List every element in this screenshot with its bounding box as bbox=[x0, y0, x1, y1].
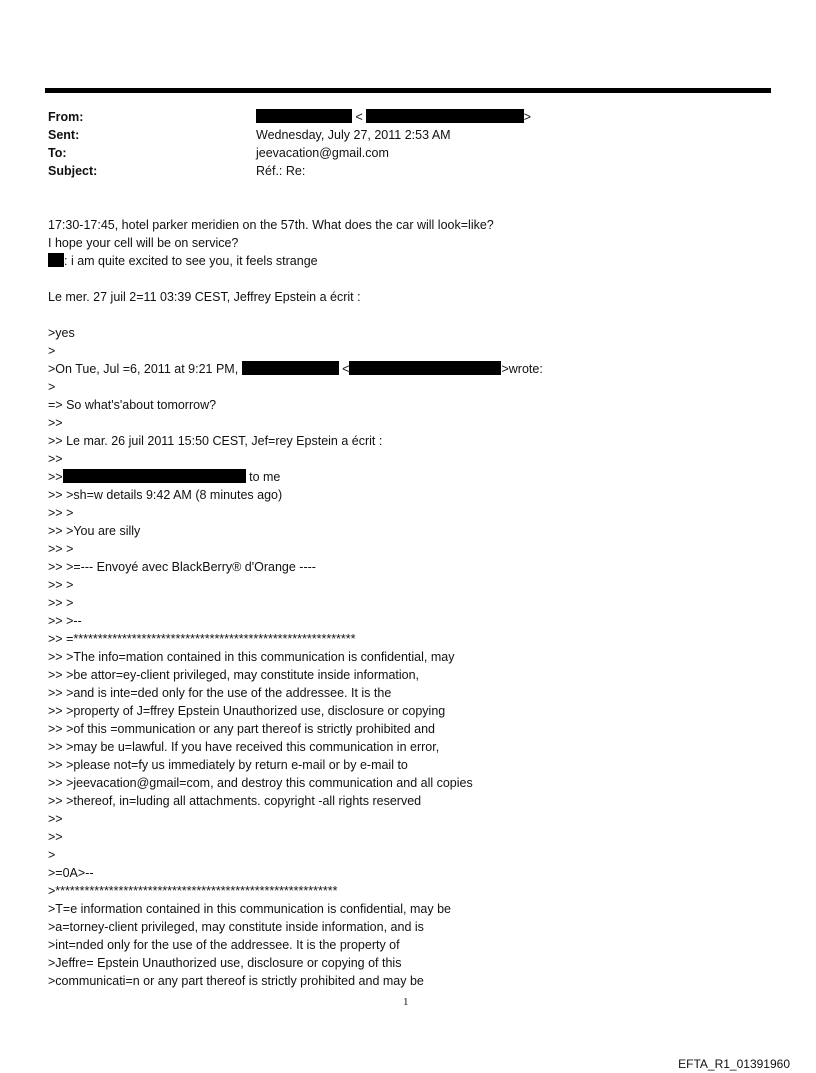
redaction-block bbox=[349, 361, 501, 375]
body-line: >> >You are silly bbox=[48, 524, 141, 538]
body-line: >> >may be u=lawful. If you have received this communication in error, bbox=[48, 740, 440, 754]
body-line: >> =********************************************************** bbox=[48, 632, 356, 646]
subject-label: Subject: bbox=[48, 164, 98, 178]
body-line: >On Tue, Jul =6, 2011 at 9:21 PM, < >wrote: bbox=[48, 362, 543, 376]
redaction-block bbox=[366, 109, 524, 123]
redaction-block bbox=[63, 469, 246, 483]
redaction-block bbox=[256, 109, 352, 123]
body-line: >> >-- bbox=[48, 614, 82, 628]
page-number: 1 bbox=[403, 996, 409, 1008]
body-line: => So what's'about tomorrow? bbox=[48, 398, 217, 412]
body-line: >> >be attor=ey-client privileged, may constitute inside information, bbox=[48, 668, 420, 682]
to-label: To: bbox=[48, 146, 67, 160]
body-line: Le mer. 27 juil 2=11 03:39 CEST, Jeffrey Epstein a écrit : bbox=[48, 290, 361, 304]
body-line: >> bbox=[48, 812, 63, 826]
body-line: >> >=--- Envoyé avec BlackBerry® d'Orange ---- bbox=[48, 560, 316, 574]
body-line: I hope your cell will be on service? bbox=[48, 236, 239, 250]
body-line: >> >and is inte=ded only for the use of the addressee. It is the bbox=[48, 686, 392, 700]
sent-value: Wednesday, July 27, 2011 2:53 AM bbox=[256, 128, 451, 142]
body-line: >> > bbox=[48, 596, 74, 610]
body-line: >> >please not=fy us immediately by return e-mail or by e-mail to bbox=[48, 758, 408, 772]
redaction-block bbox=[48, 253, 64, 267]
body-line: >> > bbox=[48, 506, 74, 520]
body-line: >> bbox=[48, 830, 63, 844]
sent-label: Sent: bbox=[48, 128, 80, 142]
body-line: >> Le mar. 26 juil 2011 15:50 CEST, Jef=rey Epstein a écrit : bbox=[48, 434, 383, 448]
body-line: >> >thereof, in=luding all attachments. copyright -all rights reserved bbox=[48, 794, 422, 808]
body-line: >> >of this =ommunication or any part thereof is strictly prohibited and bbox=[48, 722, 436, 736]
body-line: >> bbox=[48, 452, 63, 466]
body-line: >T=e information contained in this communication is confidential, may be bbox=[48, 902, 451, 916]
redaction-block bbox=[242, 361, 339, 375]
body-line: >Jeffre= Epstein Unauthorized use, disclosure or copying of this bbox=[48, 956, 402, 970]
body-line: >> >The info=mation contained in this communication is confidential, may bbox=[48, 650, 455, 664]
body-line: >int=nded only for the use of the addressee. It is the property of bbox=[48, 938, 400, 952]
body-line: >> >property of J=ffrey Epstein Unauthorized use, disclosure or copying bbox=[48, 704, 446, 718]
body-line: >> >jeevacation@gmail=com, and destroy this communication and all copies bbox=[48, 776, 473, 790]
document-id: EFTA_R1_01391960 bbox=[678, 1057, 790, 1071]
body-line: >> to me bbox=[48, 470, 281, 484]
body-line: >yes bbox=[48, 326, 75, 340]
header-rule bbox=[45, 88, 771, 93]
from-value: < > bbox=[256, 108, 531, 126]
body-line: >> > bbox=[48, 578, 74, 592]
body-line: 17:30-17:45, hotel parker meridien on the 57th. What does the car will look=like? bbox=[48, 218, 494, 232]
body-line: >=0A>-- bbox=[48, 866, 94, 880]
body-line: >communicati=n or any part thereof is strictly prohibited and may be bbox=[48, 974, 424, 988]
body-line: >********************************************************** bbox=[48, 884, 338, 898]
body-line: > bbox=[48, 380, 56, 394]
body-line: >a=torney-client privileged, may constitute inside information, and is bbox=[48, 920, 424, 934]
body-line: > bbox=[48, 848, 56, 862]
body-line: > bbox=[48, 344, 56, 358]
to-value: jeevacation@gmail.com bbox=[256, 146, 389, 160]
body-line: >> >sh=w details 9:42 AM (8 minutes ago) bbox=[48, 488, 283, 502]
from-label: From: bbox=[48, 110, 84, 124]
body-line: >> > bbox=[48, 542, 74, 556]
body-line: : i am quite excited to see you, it feels strange bbox=[48, 252, 318, 270]
subject-value: Réf.: Re: bbox=[256, 164, 306, 178]
body-line: >> bbox=[48, 416, 63, 430]
